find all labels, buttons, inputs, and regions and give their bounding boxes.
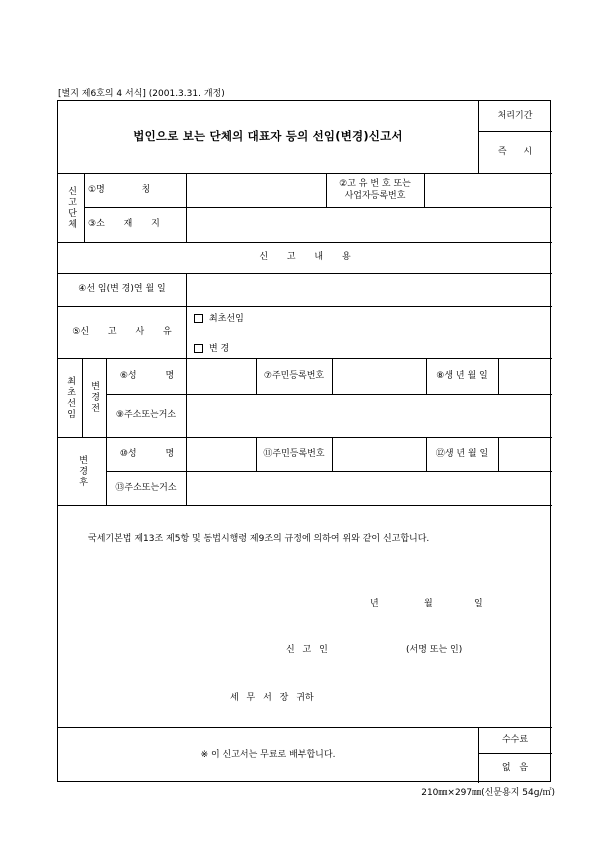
- after-change-group-label: 변경후: [77, 454, 88, 488]
- reason-option-change[interactable]: 변 경: [194, 341, 229, 354]
- initial-appointment-group-label: 최초선임: [65, 375, 76, 420]
- reason-option-initial[interactable]: 최초선임: [194, 311, 244, 324]
- form-number: [별지 제6호의 4 서식] (2001.3.31. 개정): [58, 89, 225, 99]
- signature-field[interactable]: (서명 또는 인): [406, 645, 463, 655]
- org-id-label-line2: 사업자등록번호: [344, 191, 406, 201]
- paper-spec: 210㎜×297㎜(신문용지 54g/㎡): [421, 788, 555, 798]
- processing-period-value: 즉 시: [497, 146, 533, 157]
- report-form: [57, 100, 551, 782]
- after-rrn-field[interactable]: [333, 437, 426, 471]
- before-change-group-label: 변경전: [89, 381, 100, 414]
- org-address-field[interactable]: [187, 207, 552, 242]
- addressee: 세 무 서 장 귀하: [230, 693, 314, 703]
- date-year-label[interactable]: 년: [370, 599, 379, 609]
- date-month-label[interactable]: 월: [424, 599, 433, 609]
- appointment-date-label: ④선 임(변 경)연 월 일: [78, 284, 166, 295]
- reporter-label: 신 고 인: [286, 645, 328, 655]
- org-id-field[interactable]: [425, 173, 552, 207]
- free-distribution-note: ※ 이 신고서는 무료로 배부합니다.: [200, 750, 336, 761]
- form-title: 법인으로 보는 단체의 대표자 등의 선임(변경)신고서: [133, 129, 403, 144]
- after-name-label: ⑩성 명: [119, 448, 175, 459]
- reason-label: ⑤신 고 사 유: [72, 326, 172, 337]
- after-name-field[interactable]: [187, 437, 256, 471]
- before-name-label: ⑥성 명: [119, 370, 175, 381]
- org-name-label: ①명 칭: [88, 184, 151, 195]
- org-id-label-line1: ②고 유 번 호 또는: [339, 178, 411, 189]
- after-rrn-label: ⑪주민등록번호: [263, 448, 325, 459]
- declaration-statement: 국세기본법 제13조 제5항 및 동법시행령 제9조의 규정에 의하여 위와 같이 신고합니다.: [88, 534, 430, 544]
- after-birth-field[interactable]: [499, 437, 552, 471]
- before-birth-label: ⑧생 년 월 일: [436, 370, 488, 381]
- before-address-field[interactable]: [187, 394, 552, 437]
- report-content-header: 신 고 내 용: [259, 252, 351, 263]
- after-address-field[interactable]: [187, 471, 552, 505]
- date-day-label[interactable]: 일: [474, 599, 483, 609]
- after-birth-label: ⑫생 년 월 일: [435, 448, 489, 459]
- checkbox-icon: [194, 314, 203, 323]
- before-name-field[interactable]: [187, 358, 256, 394]
- before-birth-field[interactable]: [499, 358, 552, 394]
- before-rrn-field[interactable]: [333, 358, 426, 394]
- reporting-org-section-label: 신고단체: [66, 185, 77, 230]
- checkbox-icon: [194, 344, 203, 353]
- org-name-field[interactable]: [187, 173, 326, 207]
- fee-value: 없 음: [501, 763, 529, 774]
- processing-period-label: 처리기간: [497, 110, 533, 121]
- fee-label: 수수료: [501, 735, 529, 746]
- after-address-label: ⑬주소또는거소: [115, 482, 177, 493]
- before-address-label: ⑨주소또는거소: [115, 410, 177, 421]
- before-rrn-label: ⑦주민등록번호: [263, 370, 325, 381]
- org-address-label: ③소 재 지: [88, 219, 160, 230]
- appointment-date-field[interactable]: [187, 273, 552, 306]
